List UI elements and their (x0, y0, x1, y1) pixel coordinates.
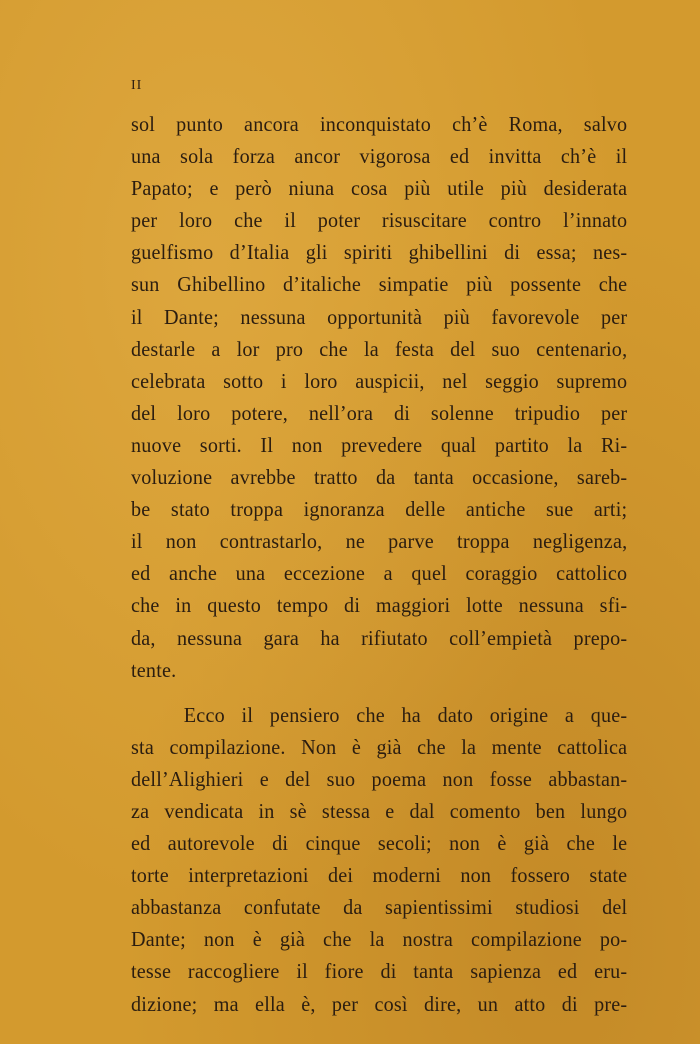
text-line: celebrata sotto i loro auspicii, nel seggio supremo (131, 368, 628, 393)
text-line: be stato troppa ignoranza delle antiche sue arti; (131, 497, 628, 522)
text-line: torte interpretazioni dei moderni non fossero state (131, 863, 628, 888)
paragraph-2 (131, 699, 627, 1020)
page-number: II (131, 78, 143, 93)
paragraph-1 (131, 108, 627, 686)
text-line: il non contrastarlo, ne parve troppa negligenza, (131, 529, 628, 554)
text-line: abbastanza confutate da sapientissimi studiosi del (131, 895, 628, 920)
text-line: voluzione avrebbe tratto da tanta occasione, sareb- (131, 465, 628, 490)
text-line: tesse raccogliere il fiore di tanta sapienza ed eru- (131, 959, 628, 984)
text-line: tente. (131, 657, 177, 682)
text-line: sol punto ancora inconquistato ch’è Roma, salvo (131, 112, 628, 136)
text-line: Ecco il pensiero che ha dato origine a que- (183, 702, 628, 727)
text-line: dizione; ma ella è, per così dire, un atto di pre- (131, 991, 628, 1016)
text-line: destarle a lor pro che la festa del suo centenario, (131, 336, 628, 361)
text-line: sta compilazione. Non è già che la mente cattolica (131, 734, 628, 759)
text-line: za vendicata in sè stessa e dal comento ben lungo (131, 798, 628, 823)
text-line: da, nessuna gara ha rifiutato coll’empietà prepo- (131, 625, 628, 650)
text-line: che in questo tempo di maggiori lotte nessuna sfi- (131, 593, 628, 618)
text-line: Papato; e però niuna cosa più utile più desiderata (131, 176, 628, 201)
text-line: nuove sorti. Il non prevedere qual partito la Ri- (131, 432, 628, 457)
text-line: guelfismo d’Italia gli spiriti ghibellini di essa; nes- (131, 240, 628, 265)
text-line: una sola forza ancor vigorosa ed invitta ch’è il (131, 144, 628, 169)
text-line: per loro che il poter risuscitare contro l’innato (131, 208, 628, 233)
text-line: ed autorevole di cinque secoli; non è già che le (131, 831, 628, 856)
text-line: ed anche una eccezione a quel coraggio cattolico (131, 561, 628, 586)
paragraph-gap (131, 686, 627, 699)
text-line: dell’Alighieri e del suo poema non fosse abbastan- (131, 766, 628, 791)
body-text (131, 108, 627, 1020)
text-line: sun Ghibellino d’italiche simpatie più possente che (131, 272, 628, 297)
text-line: il Dante; nessuna opportunità più favorevole per (131, 304, 628, 329)
text-line: Dante; non è già che la nostra compilazione po- (131, 927, 628, 952)
text-line: del loro potere, nell’ora di solenne tripudio per (131, 400, 628, 425)
